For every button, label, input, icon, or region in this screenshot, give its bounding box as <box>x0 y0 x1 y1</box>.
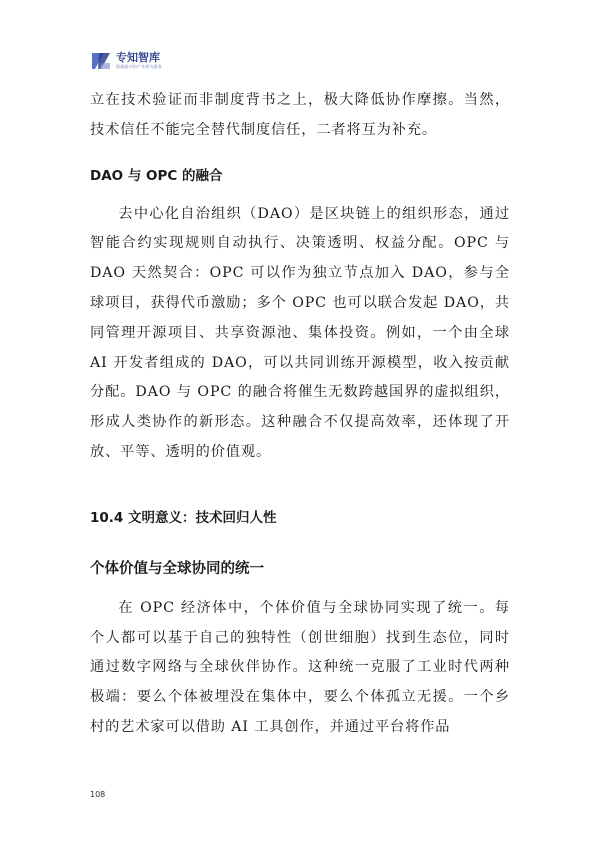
header-logo <box>90 48 162 74</box>
logo-subtitle: 数据驱动的产业研究服务 <box>116 64 163 69</box>
logo-mark-icon <box>90 50 112 72</box>
logo-name: 专知智库 <box>116 51 160 64</box>
page-body <box>90 86 510 743</box>
section-title: 10.4 文明意义：技术回归人性 <box>90 509 277 526</box>
paragraph-dao: 去中心化自治组织（DAO）是区块链上的组织形态，通过智能合约实现规则自动执行、决策透明、权益分配。OPC 与 DAO 天然契合：OPC 可以作为独立节点加入 DAO，参与全球项目，获得代币激励；多个 OPC 也可以联合发起 DAO，共同管理开源项目、共享资源池、集体投资。例如，一个由全球 AI 开发者组成的 DAO，可以共同训练开源模型，收入按贡献分配。DAO 与 OPC 的融合将催生无数跨越国界的虚拟组织，形成人类协作的新形态。这种融合不仅提高效率，还体现了开放、平等、透明的价值观。 <box>90 205 510 460</box>
heading-dao-opc: DAO 与 OPC 的融合 <box>90 167 223 184</box>
paragraph-unity: 在 OPC 经济体中，个体价值与全球协同实现了统一。每个人都可以基于自己的独特性（创世细胞）找到生态位，同时通过数字网络与全球伙伴协作。这种统一克服了工业时代两种极端：要么个体被埋没在集体中，要么个体孤立无援。一个乡村的艺术家可以借助 AI 工具创作，并通过平台将作品 <box>90 599 510 735</box>
heading-unity: 个体价值与全球协同的统一 <box>90 560 264 577</box>
page-number: 108 <box>90 790 106 799</box>
paragraph-continuation: 立在技术验证而非制度背书之上，极大降低协作摩擦。当然，技术信任不能完全替代制度信任，二者将互为补充。 <box>90 92 510 138</box>
